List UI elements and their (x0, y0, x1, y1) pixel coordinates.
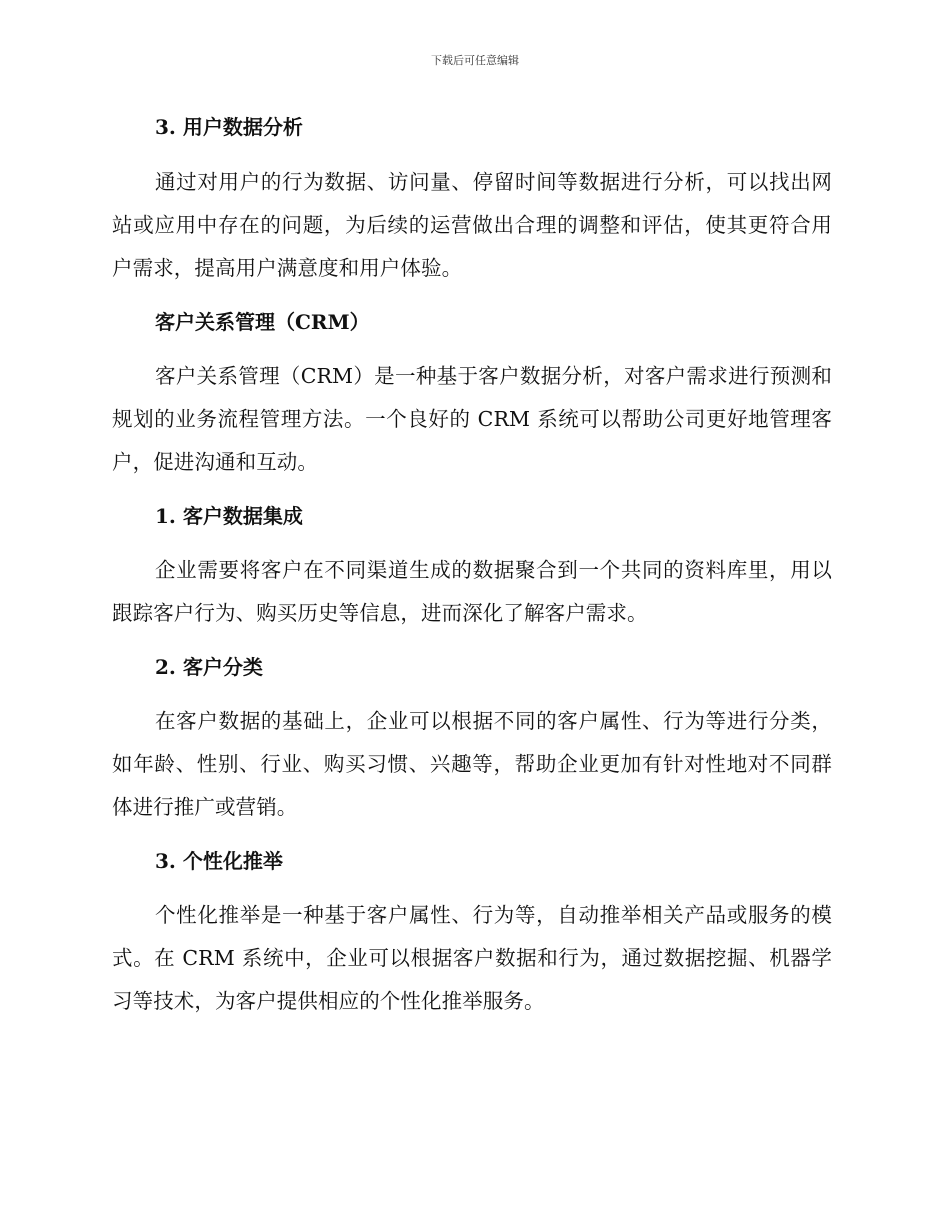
section-paragraph-personalized-recommendation: 个性化推举是一种基于客户属性、行为等，自动推举相关产品或服务的模式。在 CRM 系统中，企业可以根据客户数据和行为，通过数据挖掘、机器学习等技术，为客户提供相应的个性化推举服务。 (112, 903, 832, 1013)
section-paragraph-user-data-analysis: 通过对用户的行为数据、访问量、停留时间等数据进行分析，可以找出网站或应用中存在的问题，为后续的运营做出合理的调整和评估，使其更符合用户需求，提高用户满意度和用户体验。 (112, 170, 832, 280)
section-heading-customer-classification: 2. 客户分类 (155, 655, 263, 679)
section-heading-crm: 客户关系管理（CRM） (155, 310, 370, 334)
section-paragraph-customer-data-integration: 企业需要将客户在不同渠道生成的数据聚合到一个共同的资料库里，用以跟踪客户行为、购买历史等信息，进而深化了解客户需求。 (112, 558, 832, 625)
page-header-note: 下载后可任意编辑 (431, 54, 519, 67)
section-paragraph-crm: 客户关系管理（CRM）是一种基于客户数据分析，对客户需求进行预测和规划的业务流程管理方法。一个良好的 CRM 系统可以帮助公司更好地管理客户，促进沟通和互动。 (112, 364, 832, 474)
section-heading-user-data-analysis: 3. 用户数据分析 (155, 115, 303, 139)
section-heading-customer-data-integration: 1. 客户数据集成 (155, 504, 303, 528)
section-heading-personalized-recommendation: 3. 个性化推举 (155, 849, 283, 873)
section-paragraph-customer-classification: 在客户数据的基础上，企业可以根据不同的客户属性、行为等进行分类，如年龄、性别、行业、购买习惯、兴趣等，帮助企业更加有针对性地对不同群体进行推广或营销。 (112, 709, 832, 819)
